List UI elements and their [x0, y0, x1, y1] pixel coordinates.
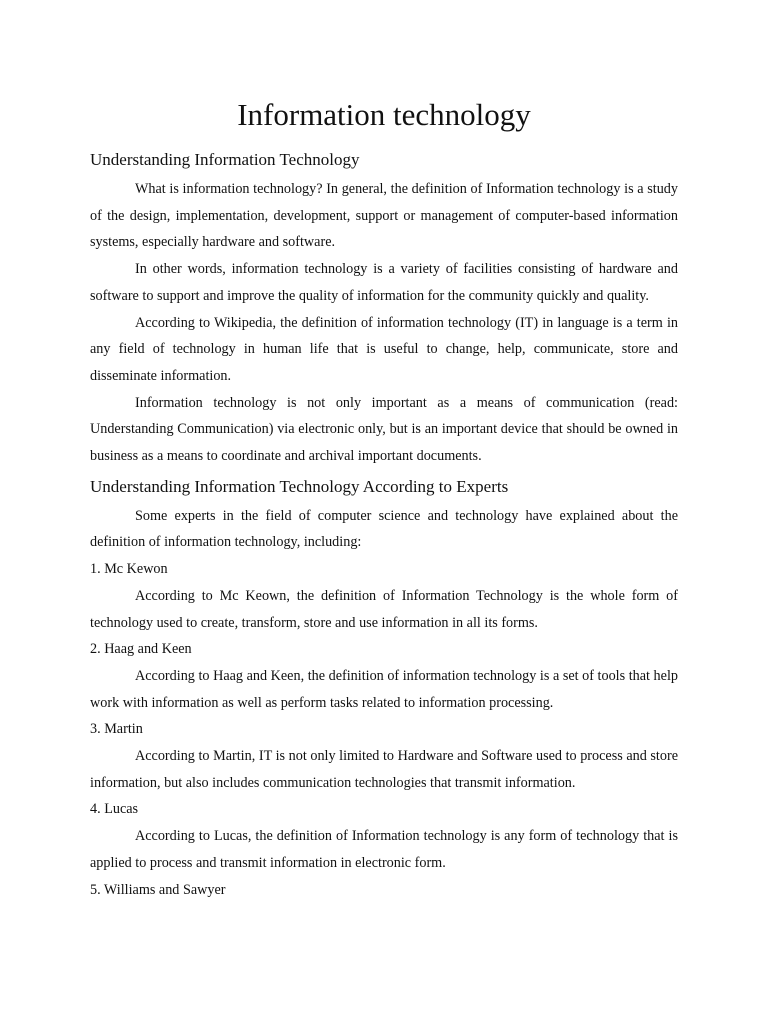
expert-label: 2. Haag and Keen [90, 641, 192, 658]
paragraph-intro: Some experts in the field of computer science and technology have explained about the definition of information technology, including: [90, 507, 678, 551]
paragraph: In other words, information technology is a variety of facilities consisting of hardware and software to support and improve the quality of information for the community quickly and quality. [90, 261, 678, 304]
expert-definition: According to Lucas, the definition of Information technology is any form of technology that is applied to process and transmit information in electronic form. [90, 828, 678, 871]
expert-label: 4. Lucas [90, 801, 139, 818]
paragraph: According to Wikipedia, the definition of information technology (IT) in language is a term in any field of technology in human life that is useful to change, help, communicate, store and disseminate information. [90, 314, 678, 384]
section-heading-understanding: Understanding Information Technology [90, 150, 360, 169]
expert-definition: According to Mc Keown, the definition of Information Technology is the whole form of technology used to create, transform, store and use information in all its forms. [90, 587, 678, 631]
document-title: Information technology [237, 97, 531, 132]
expert-label: 1. Mc Kewon [90, 561, 168, 578]
expert-definition: According to Haag and Keen, the definition of information technology is a set of tools that help work with information as well as perform tasks related to information processing. [90, 667, 678, 711]
paragraph: Information technology is not only important as a means of communication (read: Understanding Communication) via electronic only, but is an important device that should be owned in business as a means to coordinate and archival important documents. [90, 394, 678, 465]
paragraph: What is information technology? In general, the definition of Information technology is a study of the design, implementation, development, support or management of computer-based information systems, especially hardware and software. [90, 181, 678, 251]
section-heading-experts: Understanding Information Technology According to Experts [90, 476, 509, 496]
expert-definition: According to Martin, IT is not only limited to Hardware and Software used to process and store information, but also includes communication technologies that transmit information. [90, 748, 678, 791]
expert-label: 5. Williams and Sawyer [90, 881, 226, 898]
expert-label: 3. Martin [90, 721, 143, 738]
